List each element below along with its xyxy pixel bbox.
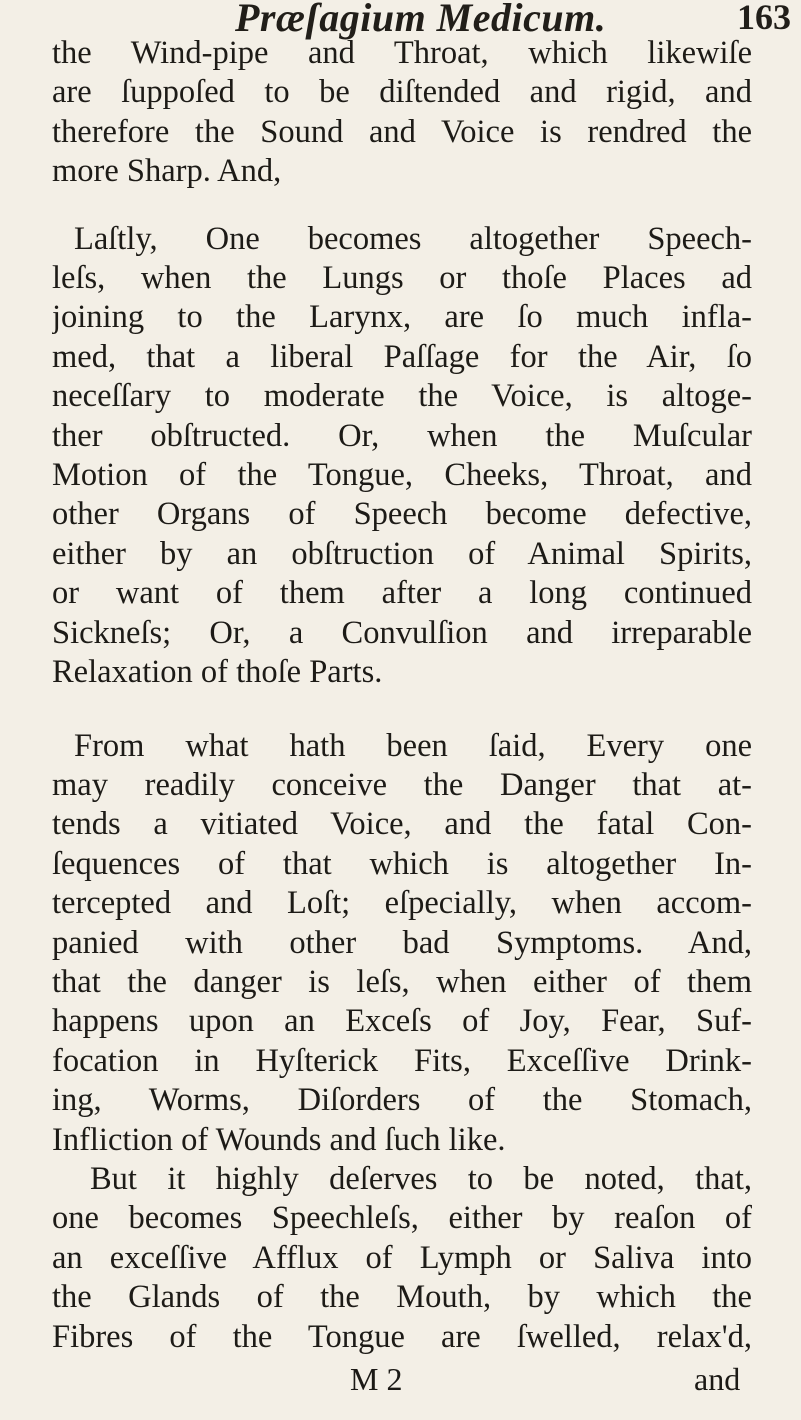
text-line: either by an obſtruction of Animal Spirits, (52, 535, 752, 572)
text-line: that the danger is leſs, when either of them (52, 963, 752, 1000)
text-line: the Wind-pipe and Throat, which likewiſe (52, 35, 752, 71)
text-line: From what hath been ſaid, Every one (74, 727, 752, 764)
paragraph-2 (52, 220, 752, 693)
text-line: one becomes Speechleſs, either by reaſon of (52, 1200, 752, 1237)
catchword: and (694, 1361, 741, 1397)
text-line: tercepted and Loſt; eſpecially, when accom- (52, 885, 752, 922)
paragraph-gap (52, 693, 752, 727)
page-number: 163 (737, 0, 791, 37)
paragraph-4 (52, 1160, 752, 1357)
text-line: therefore the Sound and Voice is rendred the (52, 113, 752, 150)
text-line: focation in Hyſterick Fits, Exceſſive Drink- (52, 1042, 752, 1079)
text-line: tends a vitiated Voice, and the fatal Con- (52, 806, 752, 843)
text-line: Motion of the Tongue, Cheeks, Throat, and (52, 457, 752, 494)
page-header (0, 0, 801, 40)
text-line: the Glands of the Mouth, by which the (52, 1279, 752, 1316)
text-line: neceſſary to moderate the Voice, is altoge- (52, 378, 752, 415)
text-line: happens upon an Exceſs of Joy, Fear, Suf- (52, 1003, 752, 1040)
signature-mark: M 2 (350, 1361, 403, 1397)
text-line: or want of them after a long continued (52, 575, 752, 612)
text-line: other Organs of Speech become defective, (52, 496, 752, 533)
text-line: Fibres of the Tongue are ſwelled, relax'd, (52, 1318, 752, 1355)
text-line: ther obſtructed. Or, when the Muſcular (52, 417, 752, 454)
paragraph-gap (52, 192, 752, 220)
text-line: may readily conceive the Danger that at- (52, 766, 752, 803)
text-line: joining to the Larynx, are ſo much infla- (52, 299, 752, 336)
body-text (52, 34, 752, 1357)
text-line: an exceſſive Afflux of Lymph or Saliva into (52, 1239, 752, 1276)
running-head: Præſagium Medicum. (235, 0, 607, 40)
text-line: ſequences of that which is altogether In- (52, 845, 752, 882)
text-line: leſs, when the Lungs or thoſe Places ad (52, 260, 752, 297)
text-line: ing, Worms, Diſorders of the Stomach, (52, 1082, 752, 1119)
paragraph-3 (52, 727, 752, 1160)
text-line: med, that a liberal Paſſage for the Air, ſo (52, 338, 752, 375)
text-line: But it highly deſerves to be noted, that, (90, 1160, 752, 1197)
text-line: are ſuppoſed to be diſtended and rigid, and (52, 74, 752, 111)
text-line: Sickneſs; Or, a Convulſion and irreparable (52, 614, 752, 651)
text-line: Relaxation of thoſe Parts. (52, 654, 383, 691)
text-line: more Sharp. And, (52, 153, 282, 190)
text-line: Infliction of Wounds and ſuch like. (52, 1121, 506, 1158)
text-line: panied with other bad Symptoms. And, (52, 924, 752, 961)
paragraph-1 (52, 34, 752, 192)
text-line: Laſtly, One becomes altogether Speech- (74, 220, 752, 257)
